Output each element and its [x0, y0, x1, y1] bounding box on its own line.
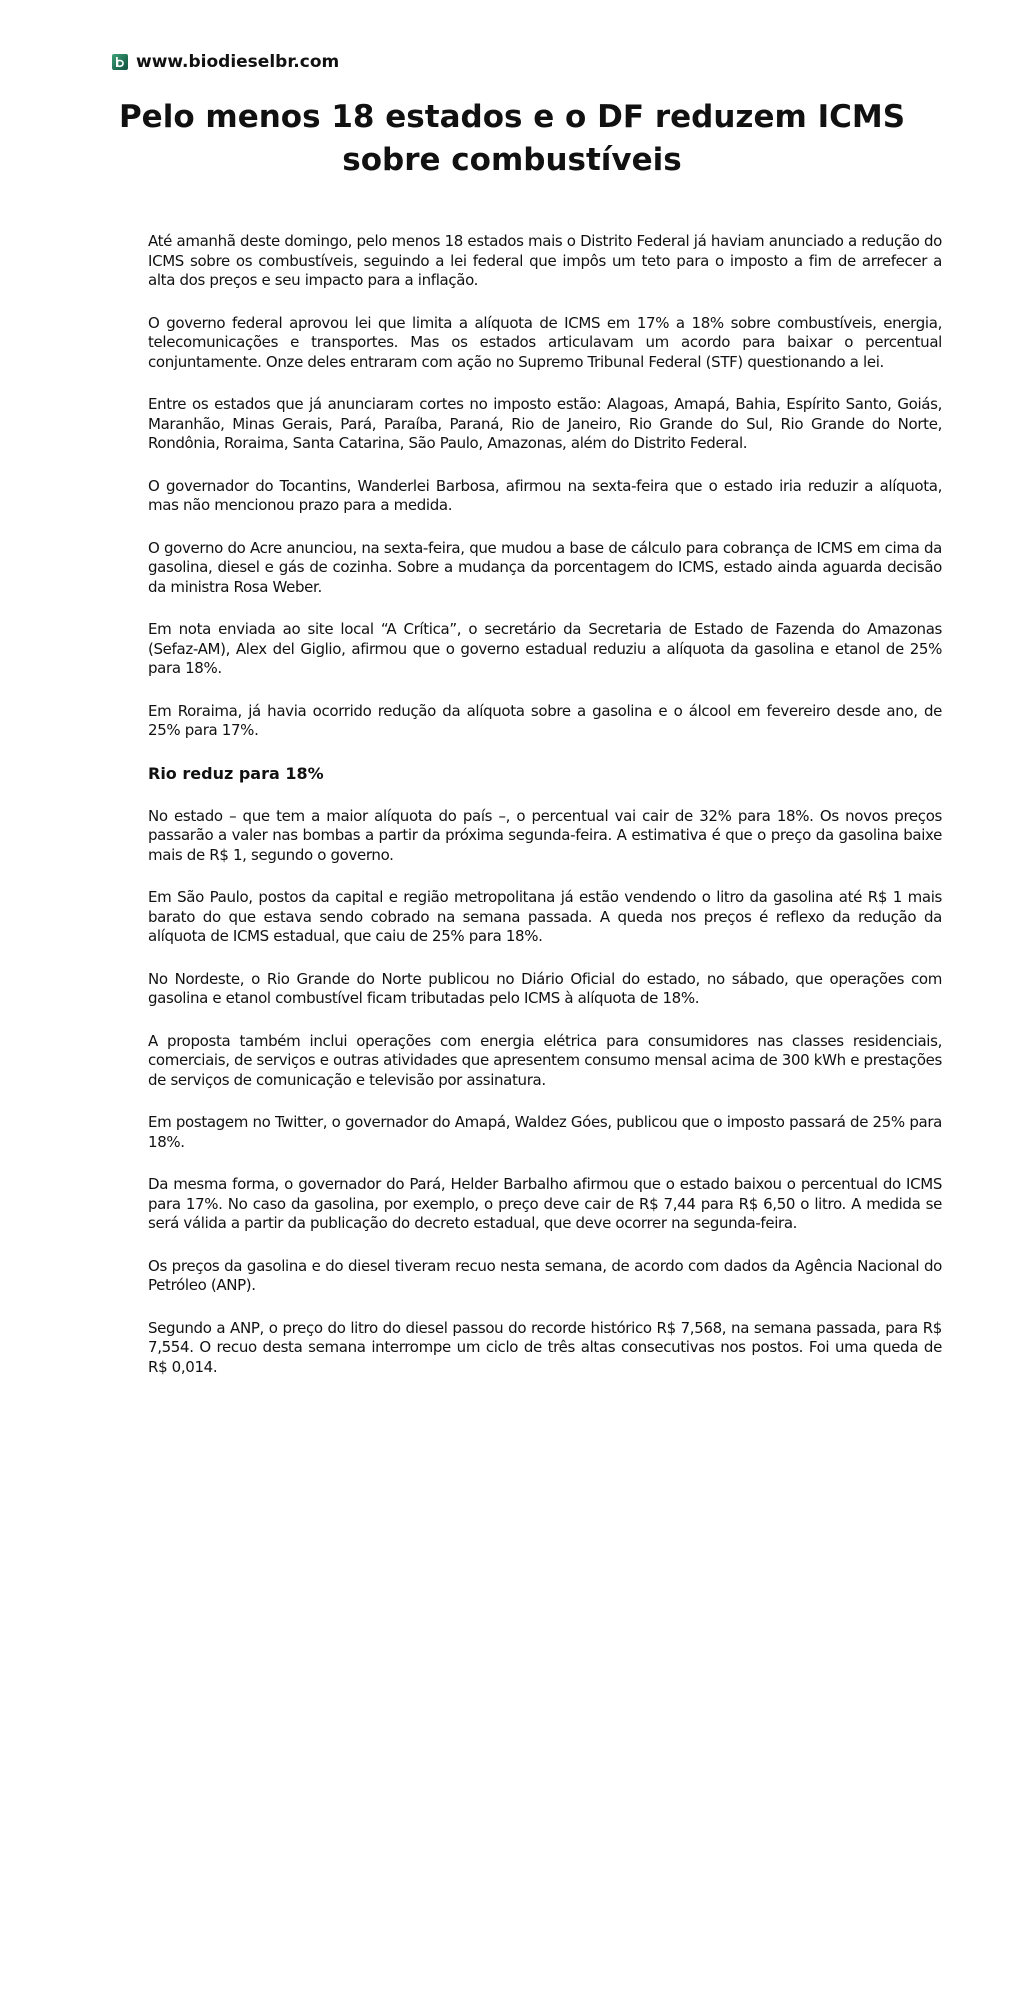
article-paragraph: A proposta também inclui operações com energia elétrica para consumidores nas classes residenciais, comerciais, de serviços e outras atividades que apresentem consumo mensal acima de 300 kWh e prestações de serviços de comunicação e televisão por assinatura. [148, 1031, 942, 1089]
biodieselbr-logo-icon [112, 54, 128, 70]
article-paragraph: O governador do Tocantins, Wanderlei Barbosa, afirmou na sexta-feira que o estado iria reduzir a alíquota, mas não mencionou prazo para a medida. [148, 476, 942, 514]
article-paragraph: No Nordeste, o Rio Grande do Norte publicou no Diário Oficial do estado, no sábado, que operações com gasolina e etanol combustível ficam tributadas pelo ICMS à alíquota de 18%. [148, 969, 942, 1007]
article-paragraph: Em São Paulo, postos da capital e região metropolitana já estão vendendo o litro da gasolina até R$ 1 mais barato do que estava sendo cobrado na semana passada. A queda nos preços é reflexo da redução da alíquota de ICMS estadual, que caiu de 25% para 18%. [148, 888, 942, 945]
article-paragraph: Da mesma forma, o governador do Pará, Helder Barbalho afirmou que o estado baixou o percentual do ICMS para 17%. No caso da gasolina, por exemplo, o preço deve cair de R$ 7,44 para R$ 6,50 o litro. A medida se será válida a partir da publicação do decreto estadual, que deve ocorrer na segunda-feira. [148, 1175, 942, 1232]
site-url[interactable]: www.biodieselbr.com [136, 52, 340, 72]
article-body [148, 232, 942, 1400]
article-paragraph: Em Roraima, já havia ocorrido redução da alíquota sobre a gasolina e o álcool em fevereiro desde ano, de 25% para 17%. [148, 701, 942, 739]
article-paragraph: Em postagem no Twitter, o governador do Amapá, Waldez Góes, publicou que o imposto passará de 25% para 18%. [148, 1113, 942, 1151]
article-paragraph: Segundo a ANP, o preço do litro do diesel passou do recorde histórico R$ 7,568, na semana passada, para R$ 7,554. O recuo desta semana interrompe um ciclo de três altas consecutivas nos postos. Foi uma queda de R$ 0,014. [148, 1318, 942, 1376]
article-title: Pelo menos 18 estados e o DF reduzem ICMS sobre combustíveis [118, 99, 906, 178]
article-paragraph: Os preços da gasolina e do diesel tiveram recuo nesta semana, de acordo com dados da Agência Nacional do Petróleo (ANP). [148, 1256, 942, 1294]
article-paragraph: O governo do Acre anunciou, na sexta-feira, que mudou a base de cálculo para cobrança de ICMS em cima da gasolina, diesel e gás de cozinha. Sobre a mudança da porcentagem do ICMS, estado ainda aguarda decisão da ministra Rosa Weber. [148, 538, 942, 596]
article-subheading: Rio reduz para 18% [148, 763, 324, 783]
article-paragraph: O governo federal aprovou lei que limita a alíquota de ICMS em 17% a 18% sobre combustíveis, energia, telecomunicações e transportes. Mas os estados articulavam um acordo para baixar o percentual conjuntamente. Onze deles entraram com ação no Supremo Tribunal Federal (STF) questionando a lei. [148, 313, 942, 371]
article-paragraph: Até amanhã deste domingo, pelo menos 18 estados mais o Distrito Federal já haviam anunciado a redução do ICMS sobre os combustíveis, seguindo a lei federal que impôs um teto para o imposto a fim de arrefecer a alta dos preços e seu impacto para a inflação. [148, 232, 942, 289]
article-paragraph: Entre os estados que já anunciaram cortes no imposto estão: Alagoas, Amapá, Bahia, Espírito Santo, Goiás, Maranhão, Minas Gerais, Pará, Paraíba, Paraná, Rio de Janeiro, Rio Grande do Sul, Rio Grande do Norte, Rondônia, Roraima, Santa Catarina, São Paulo, Amazonas, além do Distrito Federal. [148, 395, 942, 452]
article-paragraph: Em nota enviada ao site local “A Crítica”, o secretário da Secretaria de Estado de Fazenda do Amazonas (Sefaz-AM), Alex del Giglio, afirmou que o governo estadual reduziu a alíquota da gasolina e etanol de 25% para 18%. [148, 620, 942, 677]
article-paragraph: No estado – que tem a maior alíquota do país –, o percentual vai cair de 32% para 18%. Os novos preços passarão a valer nas bombas a partir da próxima segunda-feira. A estimativa é que o preço da gasolina baixe mais de R$ 1, segundo o governo. [148, 806, 942, 864]
site-header [112, 52, 339, 72]
